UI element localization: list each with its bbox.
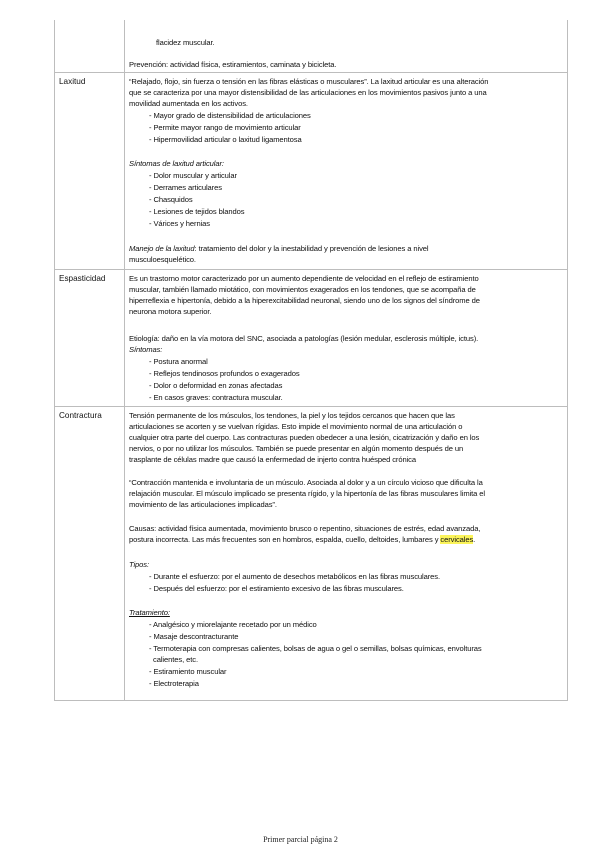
intro-line: flacidez muscular. (156, 38, 215, 47)
list-item: - Derrames articulares (149, 183, 222, 192)
list-item: - Dolor muscular y articular (149, 171, 237, 180)
list-item: - Postura anormal (149, 357, 208, 366)
content-table (54, 20, 568, 701)
list-item: - Estiramiento muscular (149, 667, 227, 676)
laxitud-def-line: que se caracteriza por una mayor distensibilidad de las articulaciones en los movimientos pasivos junto a una (129, 88, 487, 97)
list-item: - Chasquidos (149, 195, 193, 204)
contractura-def-line: cualquier otra parte del cuerpo. Las contracturas pueden obedecer a una lesión, cicatrización y daño en los (129, 433, 480, 442)
list-item: calientes, etc. (149, 655, 198, 664)
row-divider (55, 72, 567, 73)
espasticidad-def-line: hiperreflexia e hipertonía, debido a la hiperexcitabilidad neuronal, siendo uno de los signos del síndrome de (129, 296, 480, 305)
list-item: - Después del esfuerzo: por el estiramiento excesivo de las fibras musculares. (149, 584, 404, 593)
row-label-espasticidad: Espasticidad (59, 274, 106, 283)
contractura-tratamiento-title: Tratamiento: (129, 608, 170, 617)
laxitud-def-line: movilidad aumentada en los activos. (129, 99, 248, 108)
laxitud-def-line: “Relajado, flojo, sin fuerza o tensión en las fibras elásticas o musculares”. La laxitud articular es una alteración (129, 77, 489, 86)
list-item: - Analgésico y miorelajante recetado por un médico (149, 620, 317, 629)
contractura-quote-line: relajación muscular. El músculo implicado se presenta rígido, y la hipertonía de las fibras musculares limita el (129, 489, 485, 498)
espasticidad-etiologia: Etiología: daño en la vía motora del SNC, asociada a patologías (lesión medular, esclerosis múltiple, ictus). (129, 334, 479, 343)
list-item: - Termoterapia con compresas calientes, bolsas de agua o gel o semillas, bolsas químicas, envolturas (149, 644, 482, 653)
intro-prevention: Prevención: actividad física, estiramientos, caminata y bicicleta. (129, 60, 337, 69)
espasticidad-def-line: Es un trastorno motor caracterizado por un aumento dependiente de velocidad en el reflejo de estiramiento (129, 274, 479, 283)
contractura-def-line: trasplante de células madre que causó la enfermedad de injerto contra huésped crónica (129, 455, 416, 464)
contractura-quote-line: “Contracción mantenida e involuntaria de un músculo. Asociada al dolor y a un círculo vicioso que dificulta la (129, 478, 483, 487)
espasticidad-def-line: muscular, también llamado miotático, con movimientos exagerados en los tendones, que se acompaña de (129, 285, 476, 294)
espasticidad-sintomas-title: Síntomas: (129, 345, 163, 354)
laxitud-manejo-label: Manejo de la laxitud (129, 244, 195, 253)
laxitud-manejo-line: musculoesquelético. (129, 255, 196, 264)
list-item: - Mayor grado de distensibilidad de articulaciones (149, 111, 311, 120)
laxitud-manejo-text: : tratamiento del dolor y la inestabilidad y prevención de lesiones a nivel (194, 244, 429, 253)
contractura-def-line: articulaciones se acorten y se vuelvan rígidas. Esto impide el movimiento normal de una articulación o (129, 422, 463, 431)
list-item: - Durante el esfuerzo: por el aumento de desechos metabólicos en las fibras musculares. (149, 572, 440, 581)
highlighted-text: cervicales (440, 535, 474, 544)
list-item: - Várices y hernias (149, 219, 210, 228)
row-label-contractura: Contractura (59, 411, 102, 420)
laxitud-manejo (129, 244, 429, 254)
contractura-causas-line (129, 535, 475, 545)
row-label-laxitud: Laxitud (59, 77, 86, 86)
causas-end: . (473, 535, 476, 544)
list-item: - En casos graves: contractura muscular. (149, 393, 283, 402)
list-item: - Lesiones de tejidos blandos (149, 207, 245, 216)
contractura-def-line: nervios, o por no utilizar los músculos. También se puede presentar en algún momento después de un (129, 444, 464, 453)
row-divider (55, 406, 567, 407)
contractura-quote-line: movimiento de las articulaciones implicadas”. (129, 500, 277, 509)
list-item: - Reflejos tendinosos profundos o exagerados (149, 369, 300, 378)
espasticidad-def-line: neurona motora superior. (129, 307, 212, 316)
laxitud-sintomas-title: Síntomas de laxitud articular: (129, 159, 224, 168)
causas-text: postura incorrecta. Las más frecuentes son en hombros, espalda, cuello, deltoides, lumbares y (129, 535, 441, 544)
list-item: - Permite mayor rango de movimiento articular (149, 123, 301, 132)
contractura-tipos-title: Tipos: (129, 560, 150, 569)
contractura-causas-line: Causas: actividad física aumentada, movimiento brusco o repentino, situaciones de estrés, edad avanzada, (129, 524, 481, 533)
list-item: - Masaje descontracturante (149, 632, 239, 641)
list-item: - Dolor o deformidad en zonas afectadas (149, 381, 283, 390)
contractura-def-line: Tensión permanente de los músculos, los tendones, la piel y los tejidos cercanos que hacen que las (129, 411, 455, 420)
row-divider (55, 269, 567, 270)
list-item: - Electroterapia (149, 679, 199, 688)
page-footer: Primer parcial página 2 (263, 835, 338, 844)
list-item: - Hipermovilidad articular o laxitud ligamentosa (149, 135, 302, 144)
column-divider (124, 20, 125, 700)
